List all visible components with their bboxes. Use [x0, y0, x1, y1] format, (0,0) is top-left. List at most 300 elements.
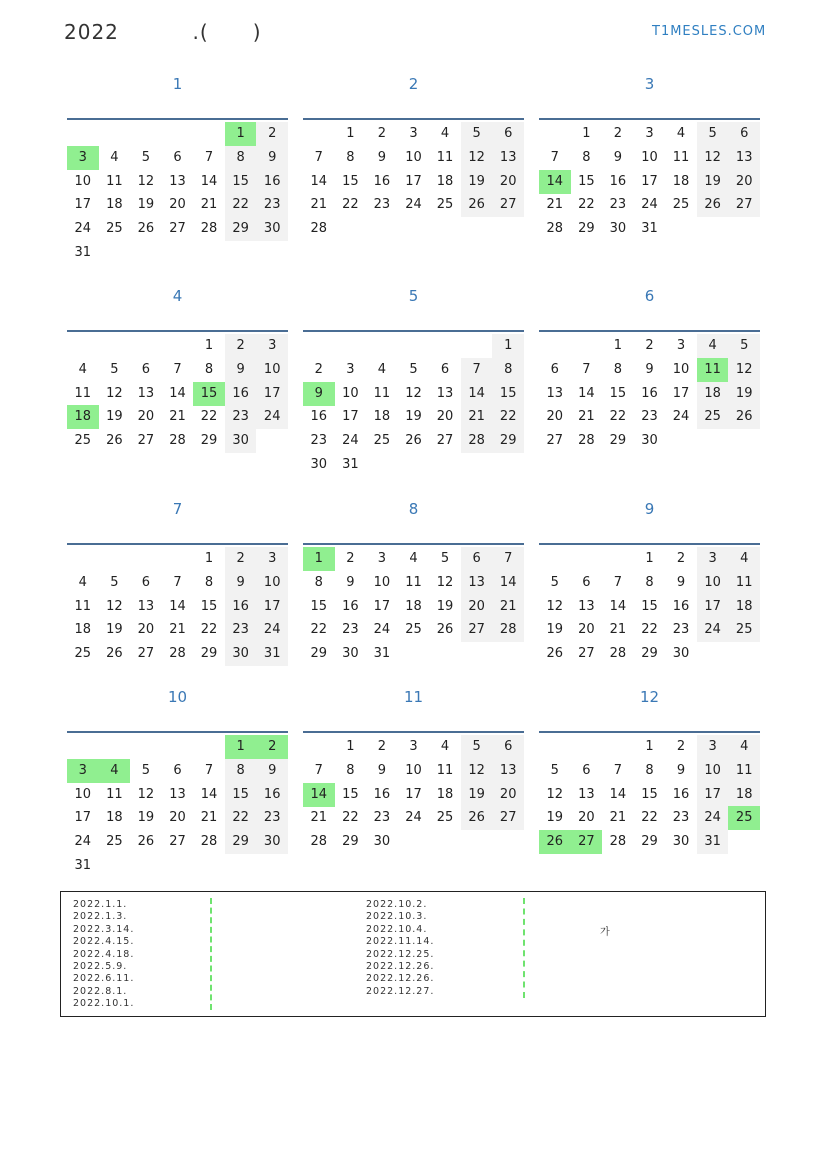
day-cell: 17 [697, 595, 729, 619]
day-cell: 10 [672, 361, 690, 377]
month-7 [67, 499, 288, 662]
day-cell: 18 [373, 409, 391, 425]
month-title: 6 [644, 287, 655, 305]
day-cell: 6 [728, 122, 760, 146]
day-cell: 4 [676, 126, 686, 141]
day-cell: 9 [613, 149, 623, 165]
day-cell: 29 [200, 646, 218, 662]
day-cell: 18 [405, 598, 422, 614]
holiday-date: 2022.4.15. [73, 936, 135, 948]
day-cell: 15 [200, 598, 218, 614]
day-cell: 4 [697, 334, 729, 358]
day-cell: 1 [303, 547, 335, 571]
day-cell: 23 [342, 622, 359, 638]
month-4 [67, 286, 288, 449]
day-cell: 16 [225, 382, 257, 406]
day-cell: 5 [409, 361, 418, 377]
month-title: 5 [408, 287, 419, 305]
day-cell: 8 [645, 762, 654, 778]
day-cell: 25 [672, 197, 690, 213]
day-cell: 1 [225, 735, 257, 759]
day-cell: 6 [173, 149, 182, 165]
day-cell: 27 [492, 806, 524, 830]
day-cell: 26 [106, 646, 123, 662]
day-cell: 7 [204, 762, 214, 778]
day-cell: 14 [578, 385, 595, 401]
day-cell: 7 [613, 574, 623, 590]
day-cell: 15 [609, 385, 627, 401]
day-cell: 13 [728, 146, 760, 170]
day-cell: 7 [314, 762, 323, 778]
day-cell: 10 [405, 762, 422, 778]
day-cell: 30 [373, 834, 391, 850]
day-cell: 4 [728, 547, 760, 571]
day-cell: 17 [373, 598, 391, 614]
day-cell: 28 [546, 221, 564, 237]
day-cell: 24 [342, 433, 359, 449]
day-cell: 3 [256, 547, 288, 571]
day-cell: 22 [200, 622, 218, 638]
day-cell: 26 [137, 834, 155, 850]
day-cell: 8 [225, 759, 257, 783]
day-cell: 20 [728, 170, 760, 194]
day-cell: 10 [342, 385, 359, 401]
day-cell: 6 [582, 762, 591, 778]
day-cell: 26 [137, 221, 155, 237]
day-cell: 20 [461, 595, 493, 619]
day-cell: 4 [78, 361, 87, 377]
day-cell: 12 [137, 173, 155, 189]
day-cell: 7 [492, 547, 524, 571]
day-cell: 5 [110, 361, 119, 377]
day-cell: 1 [204, 551, 214, 566]
month-title: 1 [172, 75, 183, 93]
day-cell: 16 [672, 598, 690, 614]
day-cell: 11 [728, 571, 760, 595]
day-cell: 26 [697, 193, 729, 217]
day-cell: 2 [613, 126, 623, 141]
day-cell: 8 [346, 762, 355, 778]
day-cell: 28 [609, 834, 627, 850]
day-cell: 23 [225, 618, 257, 642]
day-cell: 6 [492, 735, 524, 759]
day-cell: 13 [436, 385, 454, 401]
holiday-date: 2022.6.11. [73, 973, 135, 985]
day-cell: 1 [582, 126, 591, 141]
day-cell: 2 [377, 126, 387, 141]
day-cell: 1 [225, 122, 257, 146]
day-cell: 14 [200, 173, 218, 189]
day-cell: 13 [137, 598, 155, 614]
holiday-date: 2022.1.3. [73, 911, 128, 923]
day-cell: 5 [461, 735, 493, 759]
day-cell: 29 [578, 221, 595, 237]
day-cell: 25 [74, 646, 92, 662]
month-grid [539, 330, 760, 449]
day-cell: 11 [728, 759, 760, 783]
month-5 [303, 286, 524, 472]
month-title: 10 [167, 688, 188, 706]
day-cell: 7 [204, 149, 214, 165]
day-cell: 30 [256, 217, 288, 241]
day-cell: 24 [74, 221, 92, 237]
day-cell: 6 [550, 361, 559, 377]
day-cell: 28 [310, 834, 328, 850]
day-cell: 21 [200, 197, 218, 213]
day-cell: 10 [641, 149, 658, 165]
month-title: 12 [639, 688, 660, 706]
day-cell: 20 [578, 622, 595, 638]
day-cell: 8 [645, 574, 654, 590]
day-cell: 15 [342, 786, 359, 802]
day-cell: 3 [645, 126, 654, 141]
day-cell: 8 [582, 149, 591, 165]
day-cell: 11 [373, 385, 391, 401]
day-cell: 8 [346, 149, 355, 165]
day-cell: 25 [728, 806, 760, 830]
day-cell: 12 [546, 598, 564, 614]
day-cell: 3 [377, 551, 387, 566]
day-cell: 25 [436, 810, 454, 826]
day-cell: 5 [461, 122, 493, 146]
day-cell: 30 [225, 642, 257, 666]
day-cell: 1 [346, 739, 355, 754]
day-cell: 17 [74, 810, 92, 826]
day-cell: 3 [409, 739, 418, 754]
day-cell: 1 [346, 126, 355, 141]
holiday-date: 2022.11.14. [366, 936, 435, 948]
day-cell: 14 [169, 598, 186, 614]
day-cell: 31 [641, 221, 658, 237]
day-cell: 19 [137, 197, 155, 213]
day-cell: 13 [169, 173, 186, 189]
day-cell: 16 [609, 173, 627, 189]
day-cell: 24 [641, 197, 658, 213]
day-cell: 24 [74, 834, 92, 850]
day-cell: 29 [641, 646, 658, 662]
day-cell: 25 [106, 834, 123, 850]
day-cell: 1 [613, 338, 623, 353]
day-cell: 21 [310, 197, 328, 213]
day-cell: 14 [609, 598, 627, 614]
day-cell: 25 [697, 405, 729, 429]
day-cell: 12 [106, 598, 123, 614]
day-cell: 16 [256, 783, 288, 807]
day-cell: 11 [697, 358, 729, 382]
day-cell: 18 [67, 405, 99, 429]
day-cell: 10 [373, 574, 391, 590]
day-cell: 3 [697, 547, 729, 571]
day-cell: 31 [342, 457, 359, 472]
day-cell: 31 [74, 245, 92, 260]
day-cell: 29 [641, 834, 658, 850]
legend-divider-left [210, 898, 212, 1010]
day-cell: 9 [225, 571, 257, 595]
holiday-date: 2022.5.9. [73, 960, 128, 972]
day-cell: 12 [436, 574, 454, 590]
day-cell: 21 [578, 409, 595, 425]
day-cell: 15 [225, 783, 257, 807]
month-grid [539, 543, 760, 662]
day-cell: 9 [676, 574, 686, 590]
day-cell: 10 [697, 759, 729, 783]
day-cell: 29 [342, 834, 359, 850]
day-cell: 23 [225, 405, 257, 429]
day-cell: 27 [436, 433, 454, 449]
day-cell: 26 [728, 405, 760, 429]
day-cell: 16 [672, 786, 690, 802]
month-grid [67, 118, 288, 260]
month-6 [539, 286, 760, 449]
site-logo[interactable]: T1MESLES.COM [652, 24, 767, 39]
day-cell: 29 [310, 646, 328, 662]
month-grid [67, 543, 288, 662]
month-3 [539, 74, 760, 237]
day-cell: 29 [225, 830, 257, 854]
day-cell: 18 [74, 622, 92, 638]
month-grid [303, 731, 524, 850]
month-grid [303, 118, 524, 237]
day-cell: 14 [461, 382, 493, 406]
day-cell: 2 [346, 551, 355, 566]
day-cell: 12 [728, 358, 760, 382]
day-cell: 17 [342, 409, 359, 425]
day-cell: 25 [373, 433, 391, 449]
day-cell: 10 [74, 786, 92, 802]
day-cell: 24 [405, 197, 422, 213]
day-cell: 9 [256, 146, 288, 170]
day-cell: 15 [225, 170, 257, 194]
month-grid [303, 330, 524, 472]
day-cell: 25 [74, 433, 92, 449]
day-cell: 29 [492, 429, 524, 453]
day-cell: 27 [137, 433, 155, 449]
month-title: 9 [644, 500, 655, 518]
day-cell: 19 [436, 598, 454, 614]
day-cell: 13 [492, 759, 524, 783]
holiday-date: 2022.12.25. [366, 948, 435, 960]
day-cell: 23 [256, 806, 288, 830]
day-cell: 4 [99, 759, 131, 783]
day-cell: 30 [225, 429, 257, 453]
day-cell: 16 [342, 598, 359, 614]
day-cell: 4 [440, 739, 450, 754]
day-cell: 9 [225, 358, 257, 382]
day-cell: 12 [461, 146, 493, 170]
month-11 [303, 687, 524, 850]
month-grid [539, 731, 760, 850]
day-cell: 31 [697, 830, 729, 854]
day-cell: 2 [377, 739, 387, 754]
day-cell: 13 [578, 598, 595, 614]
day-cell: 8 [204, 361, 214, 377]
day-cell: 2 [645, 338, 654, 353]
holiday-date: 2022.1.1. [73, 899, 128, 910]
day-cell: 18 [106, 810, 123, 826]
day-cell: 19 [137, 810, 155, 826]
day-cell: 24 [697, 806, 729, 830]
day-cell: 17 [74, 197, 92, 213]
day-cell: 9 [377, 149, 387, 165]
day-cell: 20 [169, 197, 186, 213]
day-cell: 14 [310, 173, 328, 189]
day-cell: 4 [409, 551, 418, 566]
day-cell: 11 [106, 786, 123, 802]
day-cell: 28 [310, 221, 328, 237]
day-cell: 23 [373, 810, 391, 826]
day-cell: 26 [405, 433, 422, 449]
day-cell: 8 [314, 574, 323, 590]
day-cell: 18 [728, 783, 760, 807]
month-1 [67, 74, 288, 260]
day-cell: 23 [373, 197, 391, 213]
day-cell: 28 [492, 618, 524, 642]
day-cell: 28 [200, 834, 218, 850]
holiday-date: 2022.10.4. [366, 923, 428, 935]
holiday-date: 2022.10.1. [73, 998, 135, 1010]
day-cell: 18 [436, 173, 454, 189]
month-title: 11 [403, 688, 424, 706]
day-cell: 15 [193, 382, 225, 406]
day-cell: 22 [342, 810, 359, 826]
day-cell: 19 [106, 409, 123, 425]
month-grid [67, 731, 288, 873]
day-cell: 17 [256, 595, 288, 619]
day-cell: 14 [200, 786, 218, 802]
day-cell: 3 [67, 146, 99, 170]
month-title: 4 [172, 287, 183, 305]
day-cell: 7 [613, 762, 623, 778]
day-cell: 21 [609, 622, 627, 638]
day-cell: 22 [225, 193, 257, 217]
day-cell: 7 [582, 361, 591, 377]
holiday-date: 2022.12.26. [366, 973, 435, 985]
holiday-date: 2022.12.27. [366, 985, 435, 997]
day-cell: 19 [405, 409, 422, 425]
day-cell: 24 [672, 409, 690, 425]
holiday-date: 2022.10.3. [366, 911, 428, 923]
holiday-date: 2022.3.14. [73, 923, 135, 935]
day-cell: 3 [676, 338, 686, 353]
day-cell: 29 [200, 433, 218, 449]
day-cell: 16 [373, 786, 391, 802]
day-cell: 2 [225, 334, 257, 358]
day-cell: 18 [672, 173, 690, 189]
day-cell: 27 [728, 193, 760, 217]
day-cell: 3 [697, 735, 729, 759]
day-cell: 25 [436, 197, 454, 213]
day-cell: 11 [106, 173, 123, 189]
day-cell: 29 [225, 217, 257, 241]
day-cell: 15 [641, 598, 658, 614]
day-cell: 8 [225, 146, 257, 170]
day-cell: 6 [582, 574, 591, 590]
day-cell: 15 [578, 173, 595, 189]
day-cell: 2 [256, 735, 288, 759]
day-cell: 21 [200, 810, 218, 826]
day-cell: 9 [346, 574, 355, 590]
day-cell: 12 [697, 146, 729, 170]
legend-note: 가 [600, 927, 610, 938]
day-cell: 4 [110, 149, 119, 165]
day-cell: 30 [342, 646, 359, 662]
day-cell: 12 [405, 385, 422, 401]
day-cell: 20 [492, 170, 524, 194]
day-cell: 10 [256, 358, 288, 382]
day-cell: 3 [67, 759, 99, 783]
day-cell: 26 [461, 806, 493, 830]
day-cell: 21 [492, 595, 524, 619]
day-cell: 16 [256, 170, 288, 194]
day-cell: 30 [641, 433, 658, 449]
day-cell: 26 [461, 193, 493, 217]
day-cell: 23 [641, 409, 658, 425]
day-cell: 18 [436, 786, 454, 802]
day-cell: 11 [436, 762, 454, 778]
day-cell: 20 [169, 810, 186, 826]
day-cell: 6 [141, 361, 151, 377]
day-cell: 26 [106, 433, 123, 449]
day-cell: 24 [405, 810, 422, 826]
day-cell: 12 [137, 786, 155, 802]
day-cell: 1 [492, 334, 524, 358]
day-cell: 4 [78, 574, 87, 590]
month-12 [539, 687, 760, 850]
holiday-list-left [73, 899, 134, 1011]
day-cell: 15 [492, 382, 524, 406]
day-cell: 6 [461, 547, 493, 571]
day-cell: 22 [641, 810, 658, 826]
day-cell: 10 [74, 173, 92, 189]
day-cell: 17 [641, 173, 658, 189]
day-cell: 17 [405, 173, 422, 189]
day-cell: 23 [672, 622, 690, 638]
day-cell: 15 [342, 173, 359, 189]
day-cell: 7 [461, 358, 493, 382]
holiday-date: 2022.12.26. [366, 960, 435, 972]
day-cell: 1 [204, 338, 214, 353]
day-cell: 22 [310, 622, 328, 638]
day-cell: 11 [74, 598, 92, 614]
month-grid [539, 118, 760, 237]
day-cell: 19 [546, 622, 564, 638]
day-cell: 25 [106, 221, 123, 237]
day-cell: 11 [436, 149, 454, 165]
day-cell: 27 [169, 221, 186, 237]
day-cell: 22 [578, 197, 595, 213]
day-cell: 14 [492, 571, 524, 595]
day-cell: 7 [314, 149, 323, 165]
day-cell: 12 [106, 385, 123, 401]
month-title: 2 [408, 75, 419, 93]
day-cell: 25 [728, 618, 760, 642]
day-cell: 7 [173, 574, 182, 590]
day-cell: 4 [728, 735, 760, 759]
day-cell: 19 [728, 382, 760, 406]
day-cell: 21 [169, 622, 186, 638]
day-cell: 28 [169, 433, 186, 449]
day-cell: 28 [461, 429, 493, 453]
day-cell: 25 [405, 622, 422, 638]
day-cell: 24 [697, 618, 729, 642]
month-title: 8 [408, 500, 419, 518]
month-8 [303, 499, 524, 662]
day-cell: 3 [256, 334, 288, 358]
day-cell: 2 [256, 122, 288, 146]
day-cell: 30 [672, 834, 690, 850]
day-cell: 27 [546, 433, 564, 449]
day-cell: 5 [440, 551, 450, 566]
